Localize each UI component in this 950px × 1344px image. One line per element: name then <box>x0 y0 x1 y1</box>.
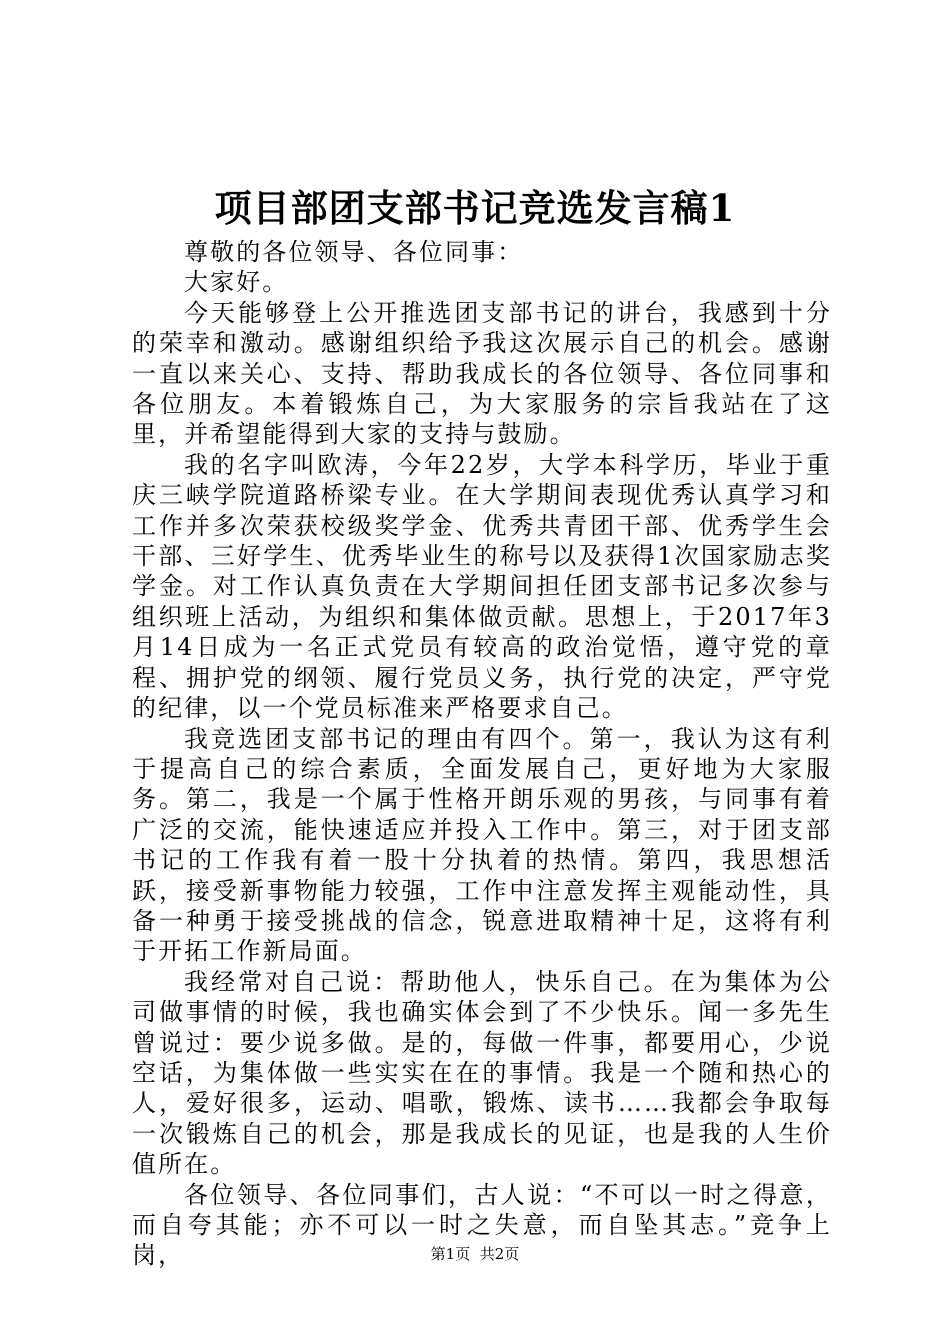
paragraph-background: 我的名字叫欧涛，今年22岁，大学本科学历，毕业于重庆三峡学院道路桥梁专业。在大学期间表现优秀认真学习和工作并多次荣获校级奖学金、优秀共青团干部、优秀学生会干部、三好学生、优秀毕业生的称号以及获得1次国家励志奖学金。对工作认真负责在大学期间担任团支部书记多次参与组织班上活动，为组织和集体做贡献。思想上，于2017年3月14日成为一名正式党员有较高的政治觉悟，遵守党的章程、拥护党的纲领、履行党员义务，执行党的决定，严守党的纪律，以一个党员标准来严格要求自己。 <box>132 450 832 723</box>
paragraph-motto: 我经常对自己说：帮助他人，快乐自己。在为集体为公司做事情的时候，我也确实体会到了不少快乐。闻一多先生曾说过：要少说多做。是的，每做一件事，都要用心，少说空话，为集体做一些实实在在的事情。我是一个随和热心的人，爱好很多，运动、唱歌，锻炼、读书……我都会争取每一次锻炼自己的机会，那是我成长的见证，也是我的人生价值所在。 <box>132 967 832 1179</box>
paragraph-intro: 今天能够登上公开推选团支部书记的讲台，我感到十分的荣幸和激动。感谢组织给予我这次展示自己的机会。感谢一直以来关心、支持、帮助我成长的各位领导、各位同事和各位朋友。本着锻炼自己，为大家服务的宗旨我站在了这里，并希望能得到大家的支持与鼓励。 <box>132 298 832 449</box>
greeting: 大家好。 <box>184 268 289 297</box>
document-body <box>132 237 832 1271</box>
page-footer <box>0 1244 950 1264</box>
paragraph-closing: 各位领导、各位同事们，古人说：“不可以一时之得意，而自夸其能；亦不可以一时之失意，而自坠其志。”竞争上岗， <box>132 1180 832 1270</box>
document-title: 项目部团支部书记竞选发言稿1 <box>214 186 736 230</box>
page-total: 共2页 <box>479 1245 520 1263</box>
paragraph-reasons: 我竞选团支部书记的理由有四个。第一，我认为这有利于提高自己的综合素质，全面发展自己，更好地为大家服务。第二，我是一个属于性格开朗乐观的男孩，与同事有着广泛的交流，能快速适应并投入工作中。第三，对于团支部书记的工作我有着一股十分执着的热情。第四，我思想活跃，接受新事物能力较强，工作中注意发挥主观能动性，具备一种勇于接受挑战的信念，锐意进取精神十足，这将有利于开拓工作新局面。 <box>132 724 832 966</box>
page-number: 第1页 <box>430 1245 471 1263</box>
salutation: 尊敬的各位领导、各位同事： <box>184 238 524 266</box>
